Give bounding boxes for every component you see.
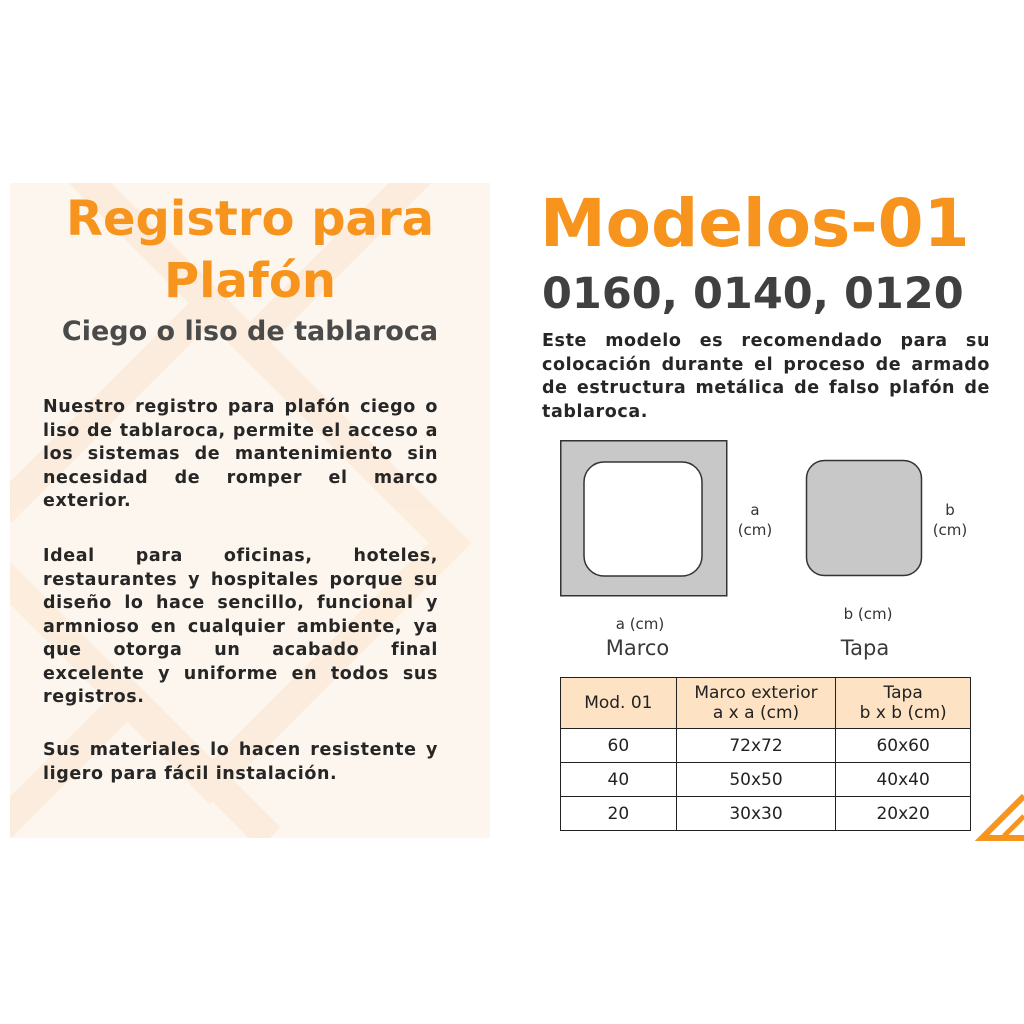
header-model [561,678,677,729]
cell-model: 40 [561,763,677,797]
cell-tapa: 20x20 [836,797,971,831]
cell-tapa: 40x40 [836,763,971,797]
paragraph-1: Nuestro registro para plafón ciego o liso de tablaroca, permite el acceso a los sistemas de mantenimiento sin necesidad de romper el marco exterior. [43,397,438,511]
subtitle: Ciego o liso de tablaroca [61,316,439,347]
tapa-bottom-dimension: b (cm) [843,605,893,623]
cell-model: 60 [561,729,677,763]
cell-marco: 30x30 [676,797,836,831]
header-marco [676,678,836,729]
header-marco-line1: Marco exterior [694,683,818,703]
cell-tapa: 60x60 [836,729,971,763]
paragraph-2: Ideal para oficinas, hoteles, restaurantes y hospitales porque su diseño lo hace sencillo, funcional y armnioso en cualquier ambiente, ya que otorga un acabado final excelente y uniforme en todos sus registros. [43,546,438,707]
header-tapa [836,678,971,729]
marco-caption: Marco [605,636,670,660]
header-marco-line2: a x a (cm) [712,703,800,723]
cell-marco: 72x72 [676,729,836,763]
marco-diagram [560,440,730,600]
paragraph-3: Sus materiales lo hacen resistente y ligero para fácil instalación. [43,740,438,784]
table-row [561,797,971,831]
header-tapa-line2: b x b (cm) [859,703,947,723]
tapa-side-letter: b [945,501,955,519]
table-row [561,729,971,763]
tapa-side-unit: (cm) [932,521,968,539]
tapa-diagram [805,459,925,579]
model-codes: 0160, 0140, 0120 [542,269,964,319]
marco-bottom-dimension: a (cm) [615,615,665,633]
table-row [561,763,971,797]
title-line-2: Plafón [163,253,337,309]
header-model-label: Mod. 01 [584,693,653,713]
tapa-caption: Tapa [840,636,890,660]
header-tapa-line1: Tapa [883,683,923,703]
marco-side-unit: (cm) [737,521,773,539]
marco-side-dimension [735,500,775,540]
page-cutoff [540,838,1024,1024]
models-title: Modelos-01 [540,185,970,262]
model-description: Este modelo es recomendado para su colocación durante el proceso de armado de estructura metálica de falso plafón de tablaroca. [542,331,990,422]
cell-marco: 50x50 [676,763,836,797]
spec-table [560,677,971,831]
marco-side-letter: a [750,501,760,519]
table-header-row [561,678,971,729]
corner-accent-icon [968,788,1024,842]
title-line-1: Registro para [65,191,434,247]
tapa-side-dimension [930,500,970,540]
cell-model: 20 [561,797,677,831]
